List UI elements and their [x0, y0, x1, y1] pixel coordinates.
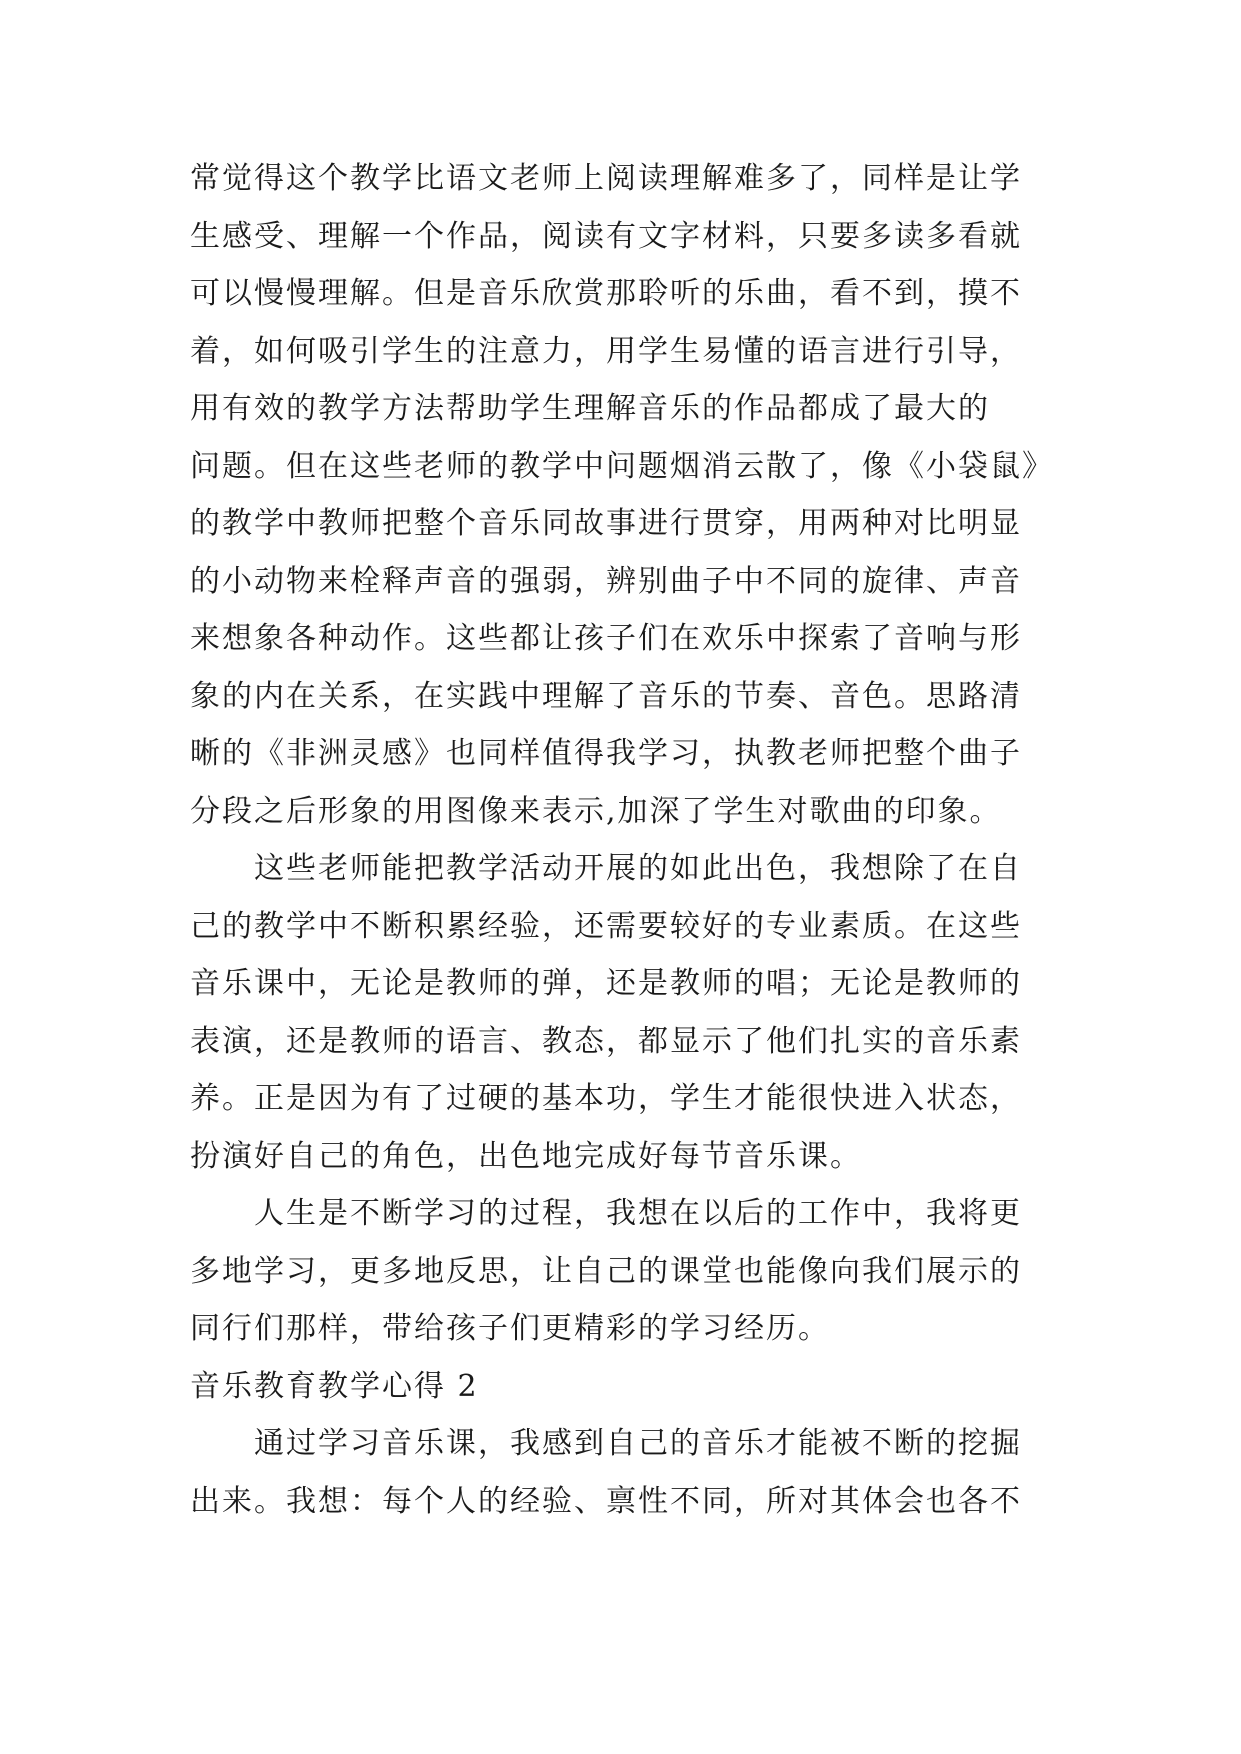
text-line: 象的内在关系，在实践中理解了音乐的节奏、音色。思路清 — [190, 678, 1022, 714]
text-line: 多地学习，更多地反思，让自己的课堂也能像向我们展示的 — [190, 1253, 1022, 1289]
text-line: 用有效的教学方法帮助学生理解音乐的作品都成了最大的 — [190, 391, 990, 426]
text-line: 扮演好自己的角色，出色地完成好每节音乐课。 — [190, 1138, 862, 1174]
text-line: 养。正是因为有了过硬的基本功，学生才能很快进入状态， — [190, 1081, 1022, 1116]
text-line: 表演，还是教师的语言、教态，都显示了他们扎实的音乐素 — [190, 1023, 1022, 1059]
text-line: 己的教学中不断积累经验，还需要较好的专业素质。在这些 — [190, 908, 1022, 944]
text-line: 着，如何吸引学生的注意力，用学生易懂的语言进行引导， — [190, 333, 1022, 369]
text-line: 来想象各种动作。这些都让孩子们在欢乐中探索了音响与形 — [190, 621, 1022, 656]
text-line: 生感受、理解一个作品，阅读有文字材料，只要多读多看就 — [190, 218, 1022, 254]
text-line: 分段之后形象的用图像来表示,加深了学生对歌曲的印象。 — [190, 793, 1002, 829]
paragraph-2 — [190, 840, 1050, 1185]
text-line: 同行们那样，带给孩子们更精彩的学习经历。 — [190, 1311, 830, 1346]
text-line: 晰的《非洲灵感》也同样值得我学习，执教老师把整个曲子 — [190, 736, 1022, 771]
text-line: 常觉得这个教学比语文老师上阅读理解难多了，同样是让学 — [190, 161, 1022, 196]
text-line: 可以慢慢理解。但是音乐欣赏那聆听的乐曲，看不到，摸不 — [190, 276, 1022, 311]
text-line: 的小动物来栓释声音的强弱，辨别曲子中不同的旋律、声音 — [190, 563, 1022, 599]
paragraph-1 — [190, 150, 1054, 840]
text-line: 这些老师能把教学活动开展的如此出色，我想除了在自 — [254, 851, 1022, 886]
text-line: 通过学习音乐课，我感到自己的音乐才能被不断的挖掘 — [254, 1426, 1022, 1461]
text-line: 问题。但在这些老师的教学中问题烟消云散了，像《小袋鼠》 — [190, 448, 1054, 484]
document-body — [190, 150, 1054, 1530]
section-heading: 音乐教育教学心得 2 — [190, 1368, 479, 1404]
text-line: 的教学中教师把整个音乐同故事进行贯穿，用两种对比明显 — [190, 506, 1022, 541]
text-line: 音乐课中，无论是教师的弹，还是教师的唱；无论是教师的 — [190, 966, 1022, 1001]
text-line: 人生是不断学习的过程，我想在以后的工作中，我将更 — [254, 1196, 1022, 1231]
paragraph-3 — [190, 1185, 1050, 1358]
paragraph-4 — [190, 1415, 1050, 1530]
text-line: 出来。我想：每个人的经验、禀性不同，所对其体会也各不 — [190, 1483, 1022, 1519]
